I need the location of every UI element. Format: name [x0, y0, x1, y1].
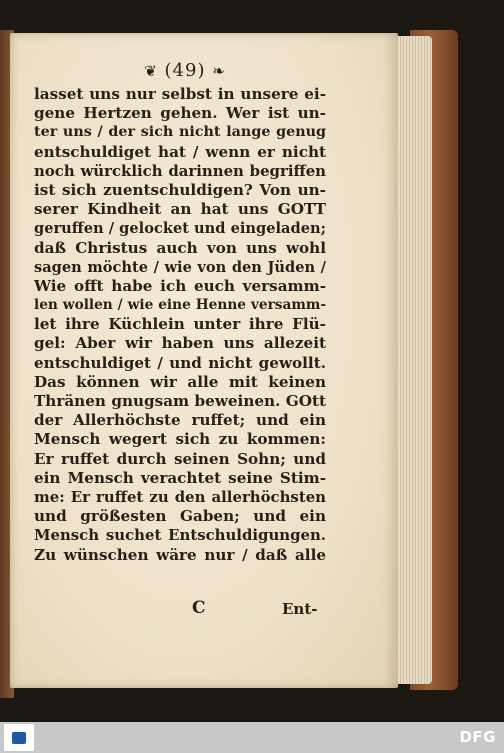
viewer-footer [0, 722, 504, 753]
page-header [130, 60, 240, 81]
ornament-right-icon: ❧ [212, 62, 226, 80]
text-line: Mensch wegert sich zu kommen: [34, 430, 326, 449]
text-line: gel: Aber wir haben uns allezeit [34, 334, 326, 353]
catchword: Ent- [282, 600, 318, 618]
text-line: und größesten Gaben; und ein [34, 507, 326, 526]
text-line: let ihre Küchlein unter ihre Flü- [34, 315, 326, 334]
text-line: ist sich zuentschuldigen? Von un- [34, 180, 326, 199]
body-text [34, 85, 326, 565]
text-line: ter uns / der sich nicht lange genug [34, 124, 326, 141]
text-line: ein Mensch verachtet seine Stim- [34, 468, 326, 487]
ornament-left-icon: ❦ [144, 62, 158, 80]
text-line: Zu wünschen wäre nur / daß alle [34, 545, 326, 564]
text-line: me: Er ruffet zu den allerhöchsten [34, 487, 326, 506]
text-line: serer Kindheit an hat uns GOTT [34, 200, 326, 219]
text-line: Thränen gnugsam beweinen. GOtt [34, 392, 326, 410]
text-line: entschuldiget hat / wenn er nicht [34, 142, 326, 161]
page-number: (49) [164, 60, 206, 81]
signature-mark: C [192, 598, 206, 618]
library-logo-icon [12, 732, 26, 744]
text-line: Er ruffet durch seinen Sohn; und [34, 449, 326, 468]
text-line: gene Hertzen gehen. Wer ist un- [34, 104, 326, 123]
text-line: sagen möchte / wie von den Jüden / [34, 258, 326, 276]
text-line: entschuldiget / und nicht gewollt. [34, 353, 326, 372]
text-line: noch würcklich darinnen begriffen [34, 161, 326, 180]
dfg-logo: DFG [459, 728, 496, 746]
text-line: len wollen / wie eine Henne versamm- [34, 297, 326, 314]
text-line: geruffen / gelocket und eingeladen; [34, 220, 326, 238]
library-logo [4, 724, 34, 751]
text-line: der Allerhöchste ruffet; und ein [34, 411, 326, 430]
text-line: Das können wir alle mit keinen [34, 372, 326, 391]
text-line: Mensch suchet Entschuldigungen. [34, 526, 326, 545]
text-line: lasset uns nur selbst in unsere ei- [34, 85, 326, 103]
text-line: daß Christus auch von uns wohl [34, 238, 326, 257]
text-line: Wie offt habe ich euch versamm- [34, 276, 326, 295]
